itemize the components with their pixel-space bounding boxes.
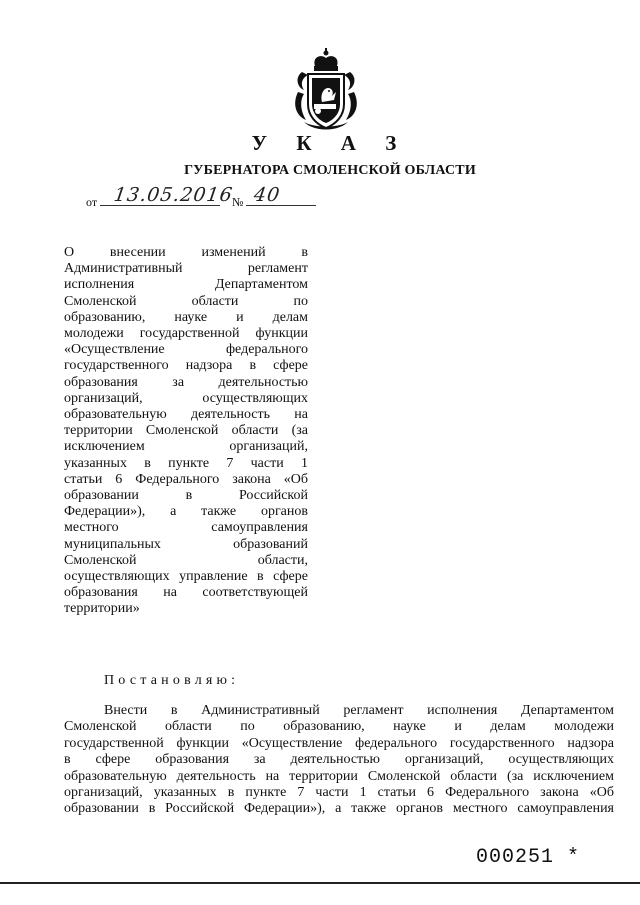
body-line: образовательную деятельность на территории Смоленской области (за исключением [64, 768, 614, 784]
subject-line: О внесении изменений в [64, 245, 308, 260]
body-line: Внести в Административный регламент исполнения Департаментом [104, 703, 614, 718]
body-line: образовании в Российской Федерации»), а также органов местного самоуправления [64, 801, 614, 817]
subject-line: образования на соответствующей [64, 585, 308, 601]
subject-block [64, 245, 308, 618]
subject-line: местного самоуправления [64, 520, 308, 536]
subject-line: статьи 6 Федерального закона «Об [64, 471, 308, 487]
subject-line: территории» [64, 601, 140, 617]
coat-of-arms-emblem [292, 48, 360, 134]
subject-line: образованию, науке и делам [64, 309, 308, 325]
body-text [64, 703, 614, 818]
number-handwritten: 40 [252, 184, 282, 206]
subject-line: «Осуществление федерального [64, 342, 308, 358]
subject-line: территории Смоленской области (за [64, 423, 308, 439]
subject-line: исполнения Департаментом [64, 277, 308, 293]
page-bottom-rule [0, 882, 640, 884]
number-label: № [232, 195, 244, 209]
body-line: организаций, указанных в пункте 7 части 1 статьи 6 Федерального закона «Об [64, 785, 614, 801]
date-label: от [86, 195, 98, 209]
subject-line: молодежи государственной функции [64, 326, 308, 342]
subject-line: Федерации»), а также органов [64, 504, 308, 520]
body-line: государственной функции «Осуществление федерального государственного надзора [64, 735, 614, 751]
subject-line: организаций, осуществляющих [64, 390, 308, 406]
body-line: в сфере образования за деятельностью организаций, осуществляющих [64, 752, 614, 768]
document-subtitle: ГУБЕРНАТОРА СМОЛЕНСКОЙ ОБЛАСТИ [184, 163, 476, 178]
serial-number: 000251 * [475, 846, 580, 869]
subject-line: осуществляющих управление в сфере [64, 569, 308, 585]
subject-line: Административный регламент [64, 261, 308, 277]
document-title: У К А З [251, 131, 409, 155]
subject-line: образования за деятельностью [64, 374, 308, 390]
body-line: Смоленской области по образованию, науке и делам молодежи [64, 719, 614, 735]
subject-line: Смоленской области, [64, 552, 308, 568]
subject-line: Смоленской области по [64, 293, 308, 309]
subject-line: муниципальных образований [64, 536, 308, 552]
subject-line: государственного надзора в сфере [64, 358, 308, 374]
subject-line: образовательную деятельность на [64, 407, 308, 423]
decree-word: Постановляю: [104, 673, 240, 688]
subject-line: образовании в Российской [64, 488, 308, 504]
date-number-line [86, 184, 326, 211]
date-handwritten: 13.05.2016 [112, 184, 235, 206]
subject-line: указанных в пункте 7 части 1 [64, 455, 308, 471]
subject-line: исключением организаций, [64, 439, 308, 455]
